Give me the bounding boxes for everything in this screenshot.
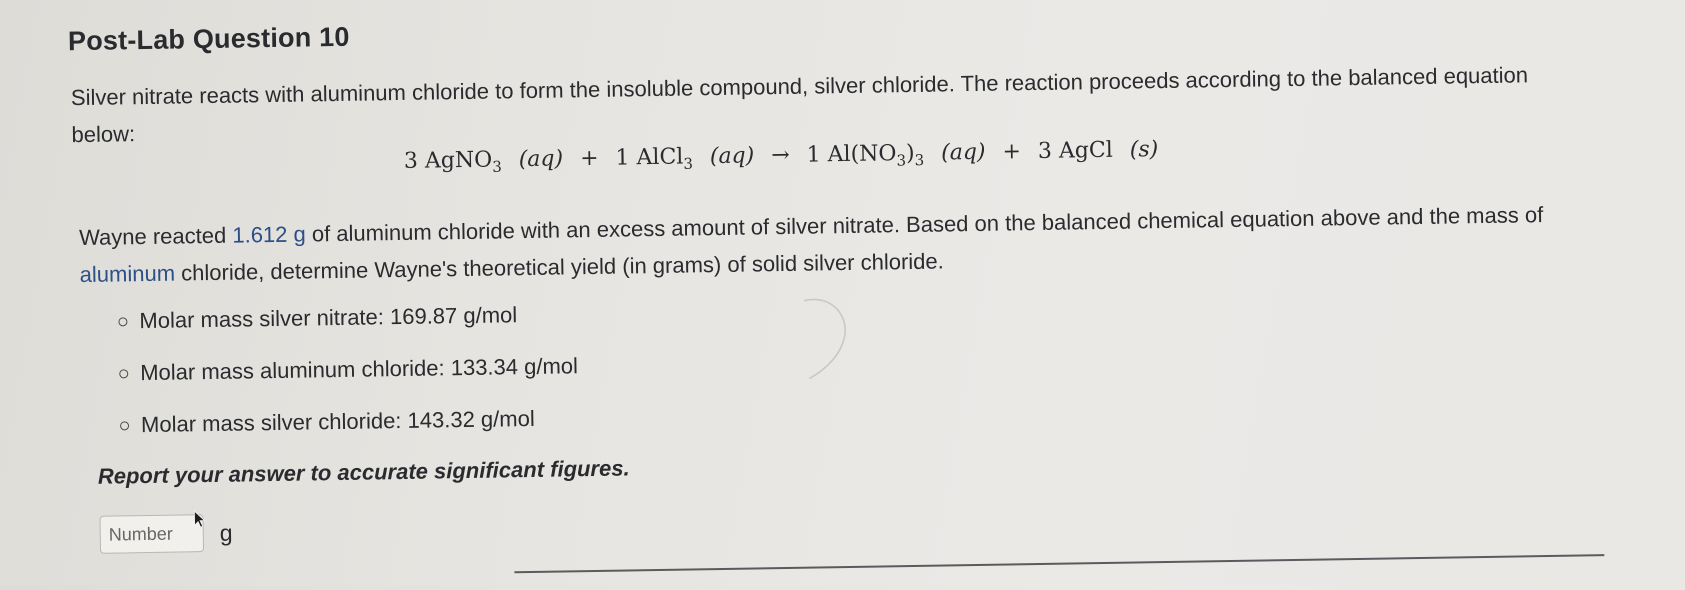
list-item: Molar mass aluminum chloride: 133.34 g/mol bbox=[119, 353, 579, 412]
bullet-icon bbox=[118, 317, 127, 326]
list-item: Molar mass silver chloride: 143.32 g/mol bbox=[120, 405, 580, 464]
eq-coefficient: 1 bbox=[615, 145, 630, 171]
eq-state: (aq) bbox=[940, 139, 986, 166]
eq-coefficient: 3 bbox=[403, 148, 419, 174]
pencil-mark-icon bbox=[800, 292, 861, 383]
eq-arrow: → bbox=[771, 142, 790, 169]
bullet-icon bbox=[119, 369, 128, 378]
eq-plus: + bbox=[1002, 139, 1022, 165]
eq-product-silver-chloride: AgCl bbox=[1058, 137, 1113, 164]
eq-plus: + bbox=[579, 145, 599, 172]
eq-state: (s) bbox=[1129, 137, 1159, 163]
question-intro: Silver nitrate reacts with aluminum chloride to form the insoluble compound, silver chloride. The reaction proceeds according to the balanced equation below: bbox=[70, 62, 1529, 148]
mass-value: 1.612 g bbox=[232, 221, 306, 248]
eq-coefficient: 1 bbox=[806, 142, 821, 168]
question-body: Wayne reacted 1.612 g of aluminum chloride with an excess amount of silver nitrate. Based on the balanced chemical equation above and the mass of aluminum chloride, determine Wayne's theoretical yield (in grams) of solid silver chloride. bbox=[78, 202, 1544, 288]
eq-reactant-aluminum-chloride: AlCl$_3$ bbox=[636, 144, 694, 173]
answer-row bbox=[99, 514, 232, 554]
answer-input[interactable] bbox=[99, 514, 204, 554]
aluminum-link[interactable]: aluminum bbox=[79, 260, 176, 288]
bullet-icon bbox=[120, 421, 129, 430]
eq-product-aluminum-nitrate: $Al(NO_3)_3$ bbox=[827, 140, 925, 170]
question-title: Post-Lab Question 10 bbox=[67, 21, 350, 57]
answer-unit: g bbox=[219, 519, 233, 546]
instruction-text: Report your answer to accurate significant figures. bbox=[97, 455, 630, 489]
eq-coefficient: 3 bbox=[1037, 138, 1053, 164]
eq-reactant-silver-nitrate: AgNO$_3$ bbox=[424, 147, 502, 176]
list-item: Molar mass silver nitrate: 169.87 g/mol bbox=[118, 301, 578, 360]
mouse-cursor-icon bbox=[193, 510, 207, 530]
eq-state: (aq) bbox=[518, 146, 564, 173]
eq-state: (aq) bbox=[709, 143, 755, 170]
molar-mass-list bbox=[118, 301, 579, 464]
divider bbox=[514, 554, 1604, 573]
